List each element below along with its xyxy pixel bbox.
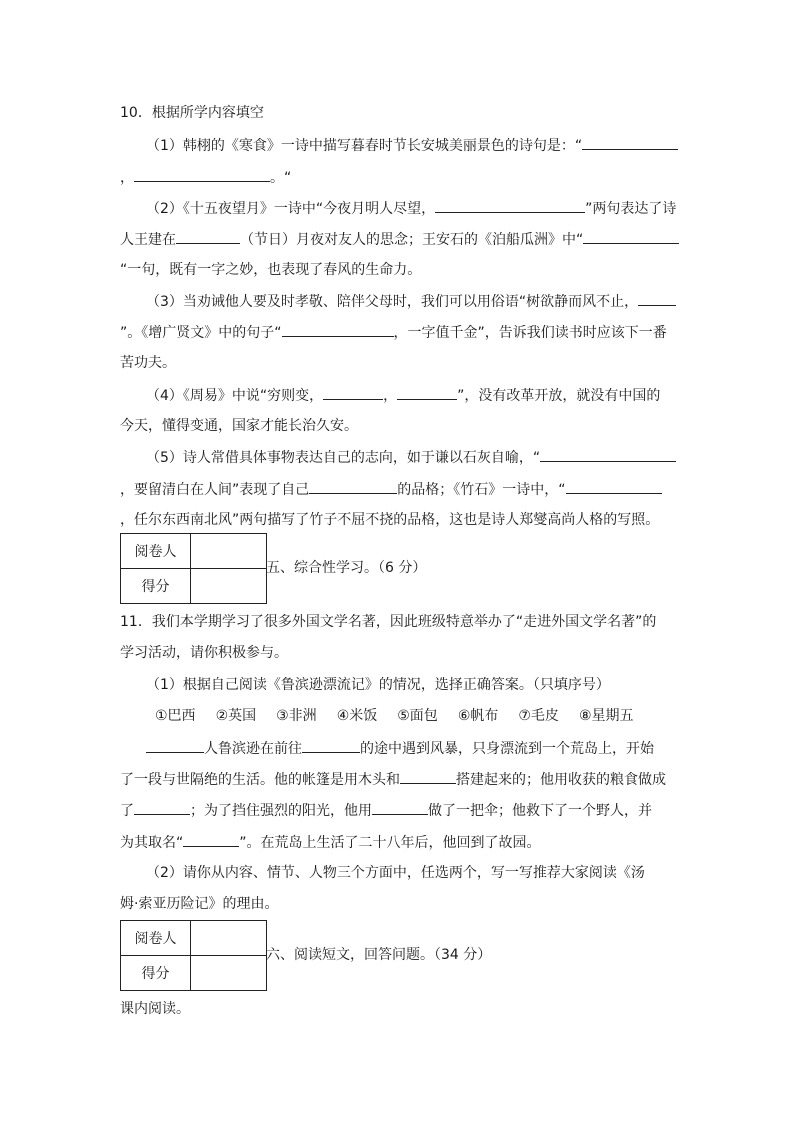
reviewer-cell[interactable] [191, 534, 267, 569]
q11-fill-line4: 为其取名“ ”。在荒岛上生活了二十八年后，他回到了故园。 [120, 832, 680, 852]
q10-p4-line1: （4）《周易》中说“穷则变， ， ”，没有改革开放，就没有中国的 [146, 385, 706, 405]
answer-blank[interactable] [302, 738, 360, 753]
reviewer-label: 阅卷人 [121, 534, 191, 569]
q10-p4-line2: 今天，懂得变通，国家才能长治久安。 [120, 418, 358, 434]
q11-fill-line1: 人鲁滨逊在前往 的途中遇到风暴，只身漂流到一个荒岛上，开始 [146, 738, 706, 758]
answer-blank[interactable] [582, 135, 678, 150]
answer-blank[interactable] [176, 229, 240, 244]
score-table [120, 533, 267, 604]
option-item: ①巴西 [155, 708, 196, 724]
answer-blank[interactable] [372, 800, 428, 815]
q10-title: 10．根据所学内容填空 [120, 105, 264, 121]
q10-p2-line2: 人王建在 （节日）月夜对友人的思念；王安石的《泊船瓜洲》中“ [120, 229, 680, 249]
section-5-title: 五、综合性学习。（6 分） [266, 560, 427, 576]
reviewer-cell[interactable] [191, 921, 267, 956]
q11-p1: （1）根据自己阅读《鲁滨逊漂流记》的情况，选择正确答案。（只填序号） [146, 677, 610, 693]
section-6-title: 六、阅读短文，回答问题。（34 分） [266, 947, 492, 963]
q10-p5-line1: （5）诗人常借具体事物表达自己的志向，如于谦以石灰自喻，“ [146, 447, 706, 467]
q10-p2-line1: （2）《十五夜望月》一诗中“今夜月明人尽望， ”两句表达了诗 [146, 198, 706, 218]
score-cell[interactable] [191, 569, 267, 604]
q10-p5-line2: ，要留清白在人间”表现了自己 的品格；《竹石》一诗中，“ [120, 479, 680, 499]
in-class-reading-label: 课内阅读。 [120, 1001, 190, 1017]
answer-blank[interactable] [435, 198, 585, 213]
answer-blank[interactable] [583, 229, 679, 244]
reviewer-label: 阅卷人 [121, 921, 191, 956]
answer-blank[interactable] [566, 479, 662, 494]
score-cell[interactable] [191, 956, 267, 991]
q10-p1-line1: （1）韩栩的《寒食》一诗中描写暮春时节长安城美丽景色的诗句是：“ [146, 135, 706, 155]
q10-p1-line2: ， 。“ [120, 167, 680, 187]
option-item: ④米饭 [336, 708, 378, 724]
option-item: ⑦毛皮 [518, 708, 559, 724]
answer-blank[interactable] [397, 385, 457, 400]
q11-fill-line2: 了一段与世隔绝的生活。他的帐篷是用木头和 搭建起来的；他用收获的粮食做成 [120, 769, 680, 789]
option-item: ②英国 [215, 708, 257, 724]
q10-p3-line3: 苦功夫。 [120, 355, 176, 371]
answer-blank[interactable] [400, 769, 456, 784]
answer-blank[interactable] [134, 167, 270, 182]
answer-blank[interactable] [282, 322, 394, 337]
q10-p3-line2: ”。《增广贤文》中的句子“ ，一字值千金”，告诉我们读书时应该下一番 [120, 322, 680, 342]
option-item: ⑧星期五 [578, 708, 634, 724]
answer-blank[interactable] [323, 385, 383, 400]
score-table [120, 920, 267, 991]
answer-blank[interactable] [638, 291, 676, 306]
option-item: ⑥帆布 [457, 708, 499, 724]
q10-p5-line3: ，任尔东西南北风”两句描写了竹子不屈不挠的品格，这也是诗人郑燮高尚人格的写照。 [120, 512, 660, 528]
answer-blank[interactable] [134, 800, 190, 815]
option-item: ③非洲 [276, 708, 317, 724]
answer-blank[interactable] [309, 479, 397, 494]
q10-p2-line3: “一句，既有一字之妙，也表现了春风的生命力。 [120, 262, 422, 278]
option-item: ⑤面包 [397, 708, 438, 724]
q10-p3-line1: （3）当劝诫他人要及时孝敬、陪伴父母时，我们可以用俗语“树欲静而风不止， [146, 291, 706, 311]
q11-p2-line2: 姆·索亚历险记》的理由。 [120, 896, 279, 912]
q11-fill-line3: 了 ；为了挡住强烈的阳光，他用 做了一把伞；他救下了一个野人，并 [120, 800, 680, 820]
q11-options [155, 706, 715, 726]
score-label: 得分 [121, 569, 191, 604]
score-label: 得分 [121, 956, 191, 991]
answer-blank[interactable] [540, 447, 676, 462]
answer-blank[interactable] [146, 738, 204, 753]
q11-intro-line2: 学习活动，请你积极参与。 [120, 645, 288, 661]
answer-blank[interactable] [183, 832, 239, 847]
q11-p2-line1: （2）请你从内容、情节、人物三个方面中，任选两个，写一写推荐大家阅读《汤 [146, 865, 645, 881]
q11-intro-line1: 11．我们本学期学习了很多外国文学名著，因此班级特意举办了“走进外国文学名著”的 [120, 614, 657, 630]
